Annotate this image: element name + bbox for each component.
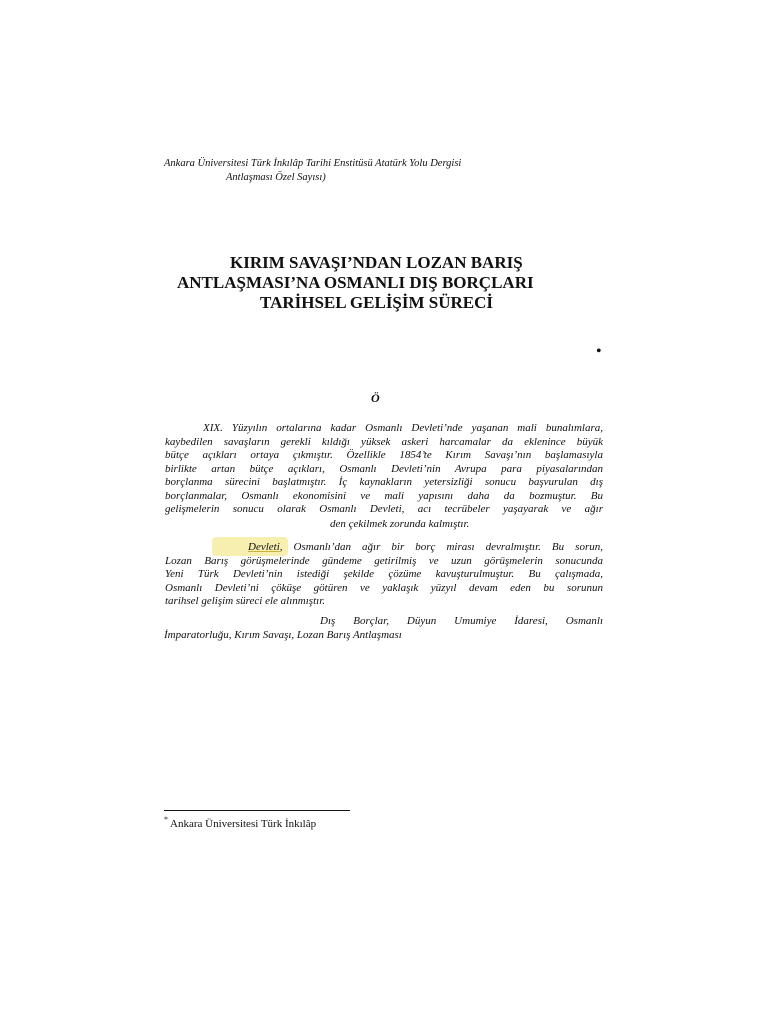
abstract-p1-line-4: birlikte artan bütçe açıkları, Osmanlı Devleti’nin Avrupa para piyasalarından bbox=[165, 462, 603, 475]
abstract-p1-line-7: gelişmelerin sonucu olarak Osmanlı Devleti, acı tecrübeler yaşayarak ve ağır bbox=[165, 503, 603, 515]
keywords-line-2: İmparatorluğu, Kırım Savaşı, Lozan Barış Antlaşması bbox=[164, 629, 402, 641]
abstract-p1-line-3: bütçe açıkları ortaya çıkmıştır. Özellikle 1854’te Kırım Savaşı’nın başlamasıyla bbox=[165, 449, 603, 461]
article-title-line-2: ANTLAŞMASI’NA OSMANLI DIŞ BORÇLARI bbox=[177, 273, 534, 292]
journal-header-line-1: Ankara Üniversitesi Türk İnkılâp Tarihi Enstitüsü Atatürk Yolu Dergisi bbox=[164, 158, 462, 169]
abstract-p1-line-6: borçlanmalar, Osmanlı ekonomisini ve mali yapısını daha da bozmuştur. Bu bbox=[165, 489, 603, 502]
abstract-p2-line-4: Osmanlı Devleti’ni çöküşe götüren ve yaklaşık yüzyıl devam eden bu sorunun bbox=[165, 581, 603, 594]
abstract-p2-line-1 bbox=[248, 541, 603, 555]
footnote-divider bbox=[164, 810, 350, 811]
keywords-line-1: Dış Borçlar, Düyun Umumiye İdaresi, Osmanlı bbox=[320, 615, 603, 627]
footnote-marker: * bbox=[164, 815, 168, 825]
abstract-p1-line-5: borçlanma sürecini başlatmıştır. İç kaynakların yetersizliği sonucu başvurulan dış bbox=[165, 476, 603, 488]
footnote-text: Ankara Üniversitesi Türk İnkılâp bbox=[170, 818, 317, 830]
article-title-line-1: KIRIM SAVAŞI’NDAN LOZAN BARIŞ bbox=[230, 253, 523, 272]
author-mark: Ö bbox=[371, 391, 380, 405]
article-title-line-3: TARİHSEL GELİŞİM SÜRECİ bbox=[260, 293, 494, 312]
abstract-p2-line-3: Yeni Türk Devleti’nin istediği şekilde çözüme kavuşturulmuştur. Bu çalışmada, bbox=[165, 568, 603, 580]
abstract-p2-line-2: Lozan Barış görüşmelerinde gündeme getirilmiş ve uzun görüşmelerin sonucunda bbox=[165, 554, 603, 567]
abstract-p1-line-1: XIX. Yüzyılın ortalarına kadar Osmanlı Devleti’nde yaşanan mali bunalımlara, bbox=[203, 422, 603, 434]
abstract-p2-line-1-rest: , Osmanlı’dan ağır bir borç mirası devralmıştır. Bu sorun, bbox=[279, 541, 603, 553]
author-bullet: • bbox=[596, 343, 602, 360]
abstract-p1-line-8: den çekilmek zorunda kalmıştır. bbox=[330, 518, 470, 530]
footnote bbox=[164, 817, 316, 831]
highlighted-word[interactable]: Devleti bbox=[248, 541, 280, 553]
journal-header-line-2: Antlaşması Özel Sayısı) bbox=[226, 172, 326, 183]
abstract-p2-line-5: tarihsel gelişim süreci ele alınmıştır. bbox=[165, 595, 325, 607]
abstract-p1-line-2: kaybedilen savaşların gerekli kıldığı yüksek askeri harcamalar da eklenince büyük bbox=[165, 435, 603, 448]
